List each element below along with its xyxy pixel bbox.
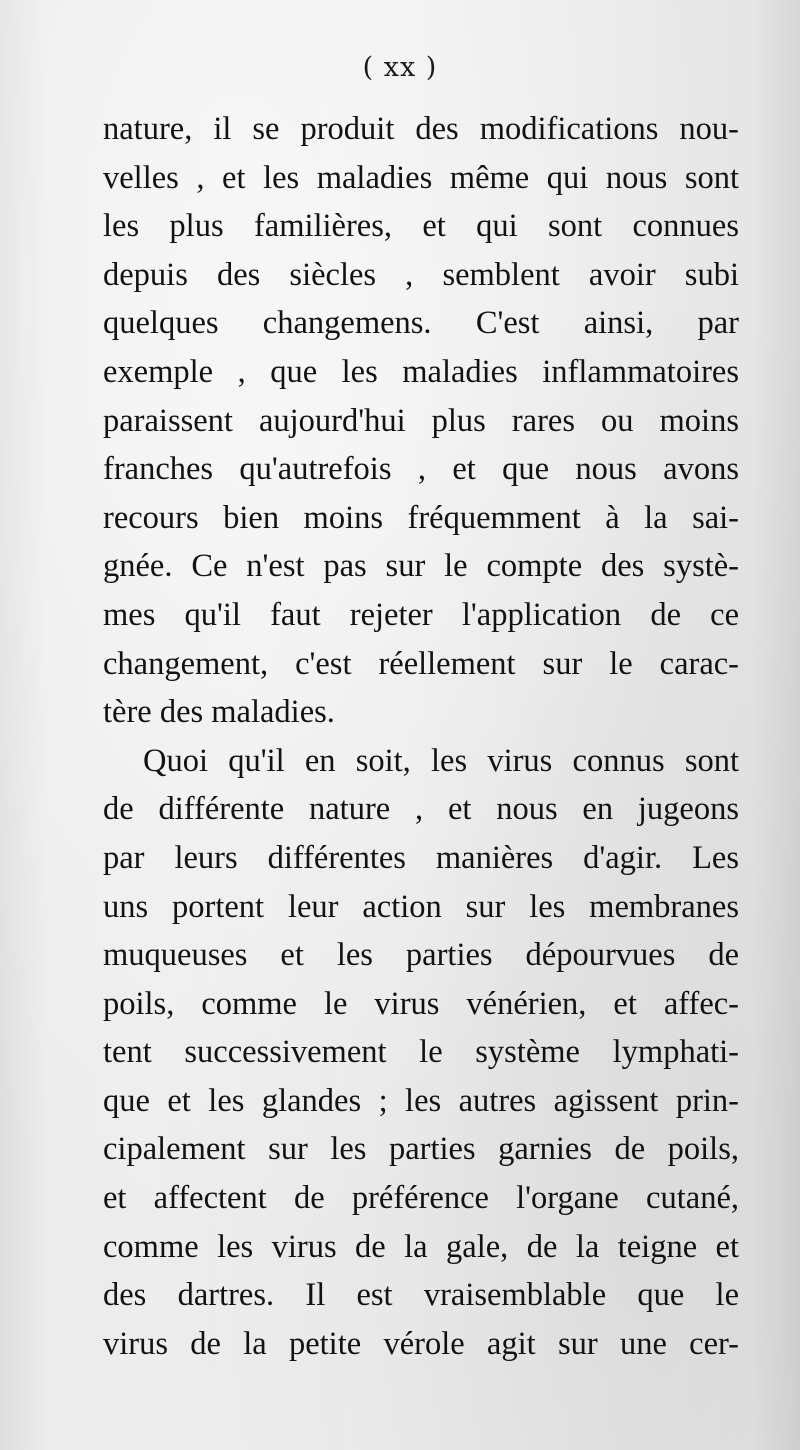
text-line: velles , et les maladies même qui nous sont [103,159,739,196]
text-line: Quoi qu'il en soit, les virus connus sont [143,742,739,779]
text-line: tère des maladies. [103,694,335,731]
text-line: de différente nature , et nous en jugeons [103,791,739,828]
text-line: par leurs différentes manières d'agir. Les [103,839,739,876]
text-line: et affectent de préférence l'organe cutané, [103,1180,739,1217]
page-number: ( xx ) [362,52,438,83]
text-line: mes qu'il faut rejeter l'application de ce [103,596,739,633]
text-line: comme les virus de la gale, de la teigne et [103,1228,739,1265]
paragraph-2 [103,737,739,1369]
text-line: recours bien moins fréquemment à la sai- [103,499,739,536]
text-line: muqueuses et les parties dépourvues de [103,937,739,974]
text-line: les plus familières, et qui sont connues [103,208,739,245]
text-line: virus de la petite vérole agit sur une cer- [103,1325,739,1362]
text-line: nature, il se produit des modifications nou- [103,111,739,147]
text-line: exemple , que les maladies inflammatoires [103,353,739,390]
text-line: que et les glandes ; les autres agissent prin- [103,1082,739,1119]
paragraph-1 [103,105,739,737]
text-line: franches qu'autrefois , et que nous avons [103,451,739,488]
text-line: changement, c'est réellement sur le carac- [103,645,739,682]
text-line: quelques changemens. C'est ainsi, par [103,305,739,342]
text-line: paraissent aujourd'hui plus rares ou moins [103,402,739,439]
body-text [103,105,739,1368]
text-line: poils, comme le virus vénérien, et affec- [103,985,739,1022]
text-line: des dartres. Il est vraisemblable que le [103,1277,739,1314]
text-line: gnée. Ce n'est pas sur le compte des systè- [103,548,739,585]
text-line: depuis des siècles , semblent avoir subi [103,256,739,293]
text-line: uns portent leur action sur les membranes [103,888,739,925]
text-line: cipalement sur les parties garnies de poils, [103,1131,739,1168]
text-line: tent successivement le système lymphati- [103,1034,739,1071]
